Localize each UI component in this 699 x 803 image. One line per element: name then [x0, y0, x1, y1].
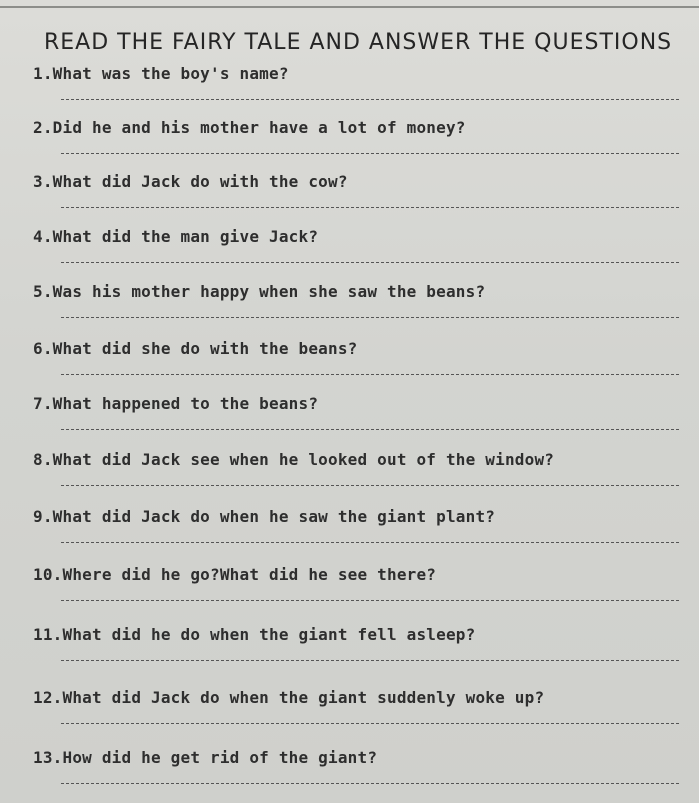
question-text: 7.What happened to the beans?	[33, 394, 319, 413]
question-item	[33, 64, 689, 116]
answer-line	[61, 542, 679, 543]
question-item	[33, 227, 689, 279]
question-item	[33, 748, 689, 800]
answer-line	[61, 374, 679, 375]
question-text: 13.How did he get rid of the giant?	[33, 748, 378, 767]
worksheet-title: READ THE FAIRY TALE AND ANSWER THE QUESTIONS	[44, 30, 673, 55]
question-item	[33, 282, 689, 334]
answer-line	[61, 783, 679, 784]
question-item	[33, 339, 689, 391]
answer-line	[61, 485, 679, 486]
question-item	[33, 394, 689, 446]
question-text: 2.Did he and his mother have a lot of money?	[33, 118, 466, 137]
question-text: 10.Where did he go?What did he see there?	[33, 565, 437, 584]
question-text: 11.What did he do when the giant fell asleep?	[33, 625, 476, 644]
question-text: 4.What did the man give Jack?	[33, 227, 319, 246]
answer-line	[61, 317, 679, 318]
question-text: 6.What did she do with the beans?	[33, 339, 358, 358]
question-item	[33, 450, 689, 502]
question-text: 8.What did Jack see when he looked out of the window?	[33, 450, 555, 469]
question-item	[33, 507, 689, 559]
question-text: 9.What did Jack do when he saw the giant plant?	[33, 507, 496, 526]
answer-line	[61, 262, 679, 263]
answer-line	[61, 600, 679, 601]
answer-line	[61, 99, 679, 100]
question-text: 1.What was the boy's name?	[33, 64, 289, 83]
question-item	[33, 172, 689, 224]
question-item	[33, 118, 689, 170]
answer-line	[61, 429, 679, 430]
answer-line	[61, 660, 679, 661]
top-rule	[0, 6, 699, 8]
answer-line	[61, 207, 679, 208]
question-text: 3.What did Jack do with the cow?	[33, 172, 348, 191]
question-item	[33, 625, 689, 677]
answer-line	[61, 723, 679, 724]
answer-line	[61, 153, 679, 154]
question-item	[33, 565, 689, 617]
question-text: 5.Was his mother happy when she saw the beans?	[33, 282, 486, 301]
question-item	[33, 688, 689, 740]
question-text: 12.What did Jack do when the giant suddenly woke up?	[33, 688, 545, 707]
